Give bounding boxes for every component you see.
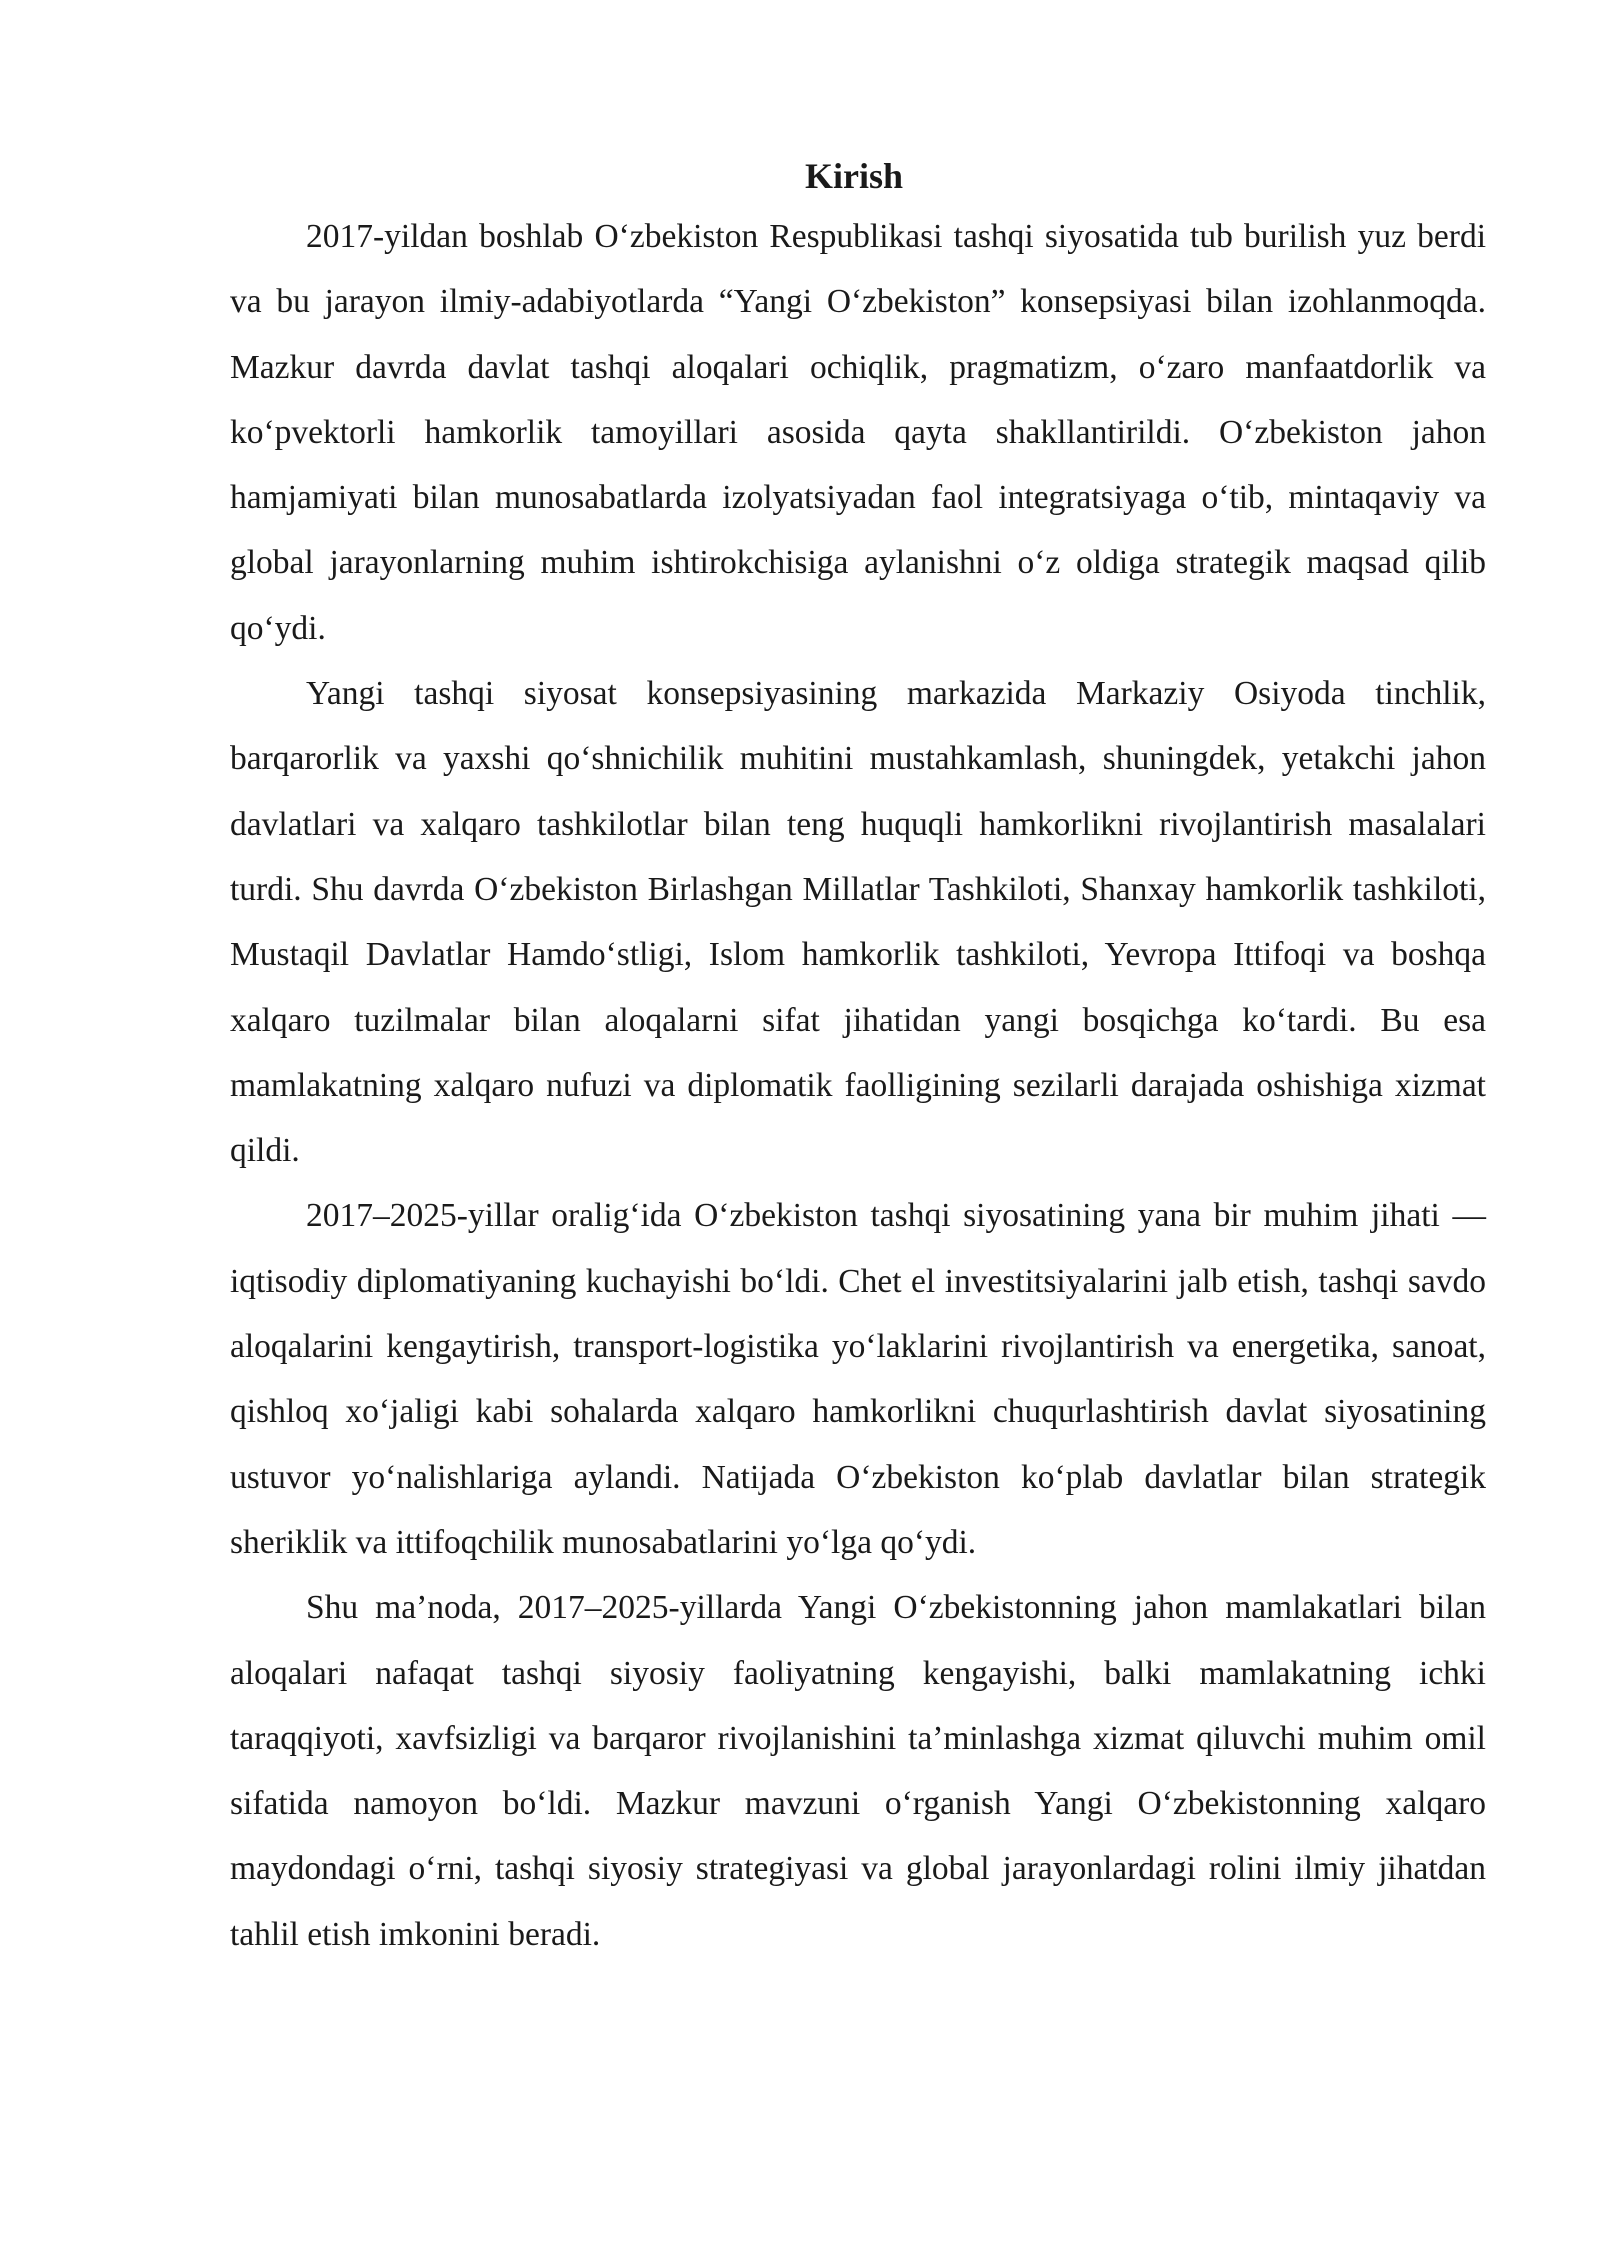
paragraph-3: 2017–2025-yillar oralig‘ida O‘zbekiston tashqi siyosatining yana bir muhim jihati — iqtisodiy diplomatiyaning kuchayishi bo‘ldi. Chet el investitsiyalarini jalb etish, tashqi savdo aloqalarini kengaytirish, transport-logistika yo‘laklarini rivojlantirish va energetika, sanoat, qishloq xo‘jaligi kabi sohalarda xalqaro hamkorlikni chuqurlashtirish davlat siyosatining ustuvor yo‘nalishlariga aylandi. Natijada O‘zbekiston ko‘plab davlatlar bilan strategik sheriklik va ittifoqchilik munosabatlarini yo‘lga qo‘ydi. — [230, 1197, 1486, 1561]
paragraph-1: 2017-yildan boshlab O‘zbekiston Respublikasi tashqi siyosatida tub burilish yuz berdi va bu jarayon ilmiy-adabiyotlarda “Yangi O‘zbekiston” konsepsiyasi bilan izohlanmoqda. Mazkur davrda davlat tashqi aloqalari ochiqlik, pragmatizm, o‘zaro manfaatdorlik va ko‘pvektorli hamkorlik tamoyillari asosida qayta shakllantirildi. O‘zbekiston jahon hamjamiyati bilan munosabatlarda izolyatsiyadan faol integratsiyaga o‘tib, mintaqaviy va global jarayonlarning muhim ishtirokchisiga aylanishni o‘z oldiga strategik maqsad qilib qo‘ydi. — [230, 218, 1486, 647]
paragraph-2: Yangi tashqi siyosat konsepsiyasining markazida Markaziy Osiyoda tinchlik, barqarorlik va yaxshi qo‘shnichilik muhitini mustahkamlash, shuningdek, yetakchi jahon davlatlari va xalqaro tashkilotlar bilan teng huquqli hamkorlikni rivojlantirish masalalari turdi. Shu davrda O‘zbekiston Birlashgan Millatlar Tashkiloti, Shanxay hamkorlik tashkiloti, Mustaqil Davlatlar Hamdo‘stligi, Islom hamkorlik tashkiloti, Yevropa Ittifoqi va boshqa xalqaro tuzilmalar bilan aloqalarni sifat jihatidan yangi bosqichga ko‘tardi. Bu esa mamlakatning xalqaro nufuzi va diplomatik faolligining sezilarli darajada oshishiga xizmat qildi. — [230, 675, 1486, 1170]
paragraph-4: Shu ma’noda, 2017–2025-yillarda Yangi O‘zbekistonning jahon mamlakatlari bilan aloqalari nafaqat tashqi siyosiy faoliyatning kengayishi, balki mamlakatning ichki taraqqiyoti, xavfsizligi va barqaror rivojlanishini ta’minlashga xizmat qiluvchi muhim omil sifatida namoyon bo‘ldi. Mazkur mavzuni o‘rganish Yangi O‘zbekistonning xalqaro maydondagi o‘rni, tashqi siyosiy strategiyasi va global jarayonlardagi rolini ilmiy jihatdan tahlil etish imkonini beradi. — [230, 1589, 1486, 1953]
section-title: Kirish — [804, 156, 903, 196]
